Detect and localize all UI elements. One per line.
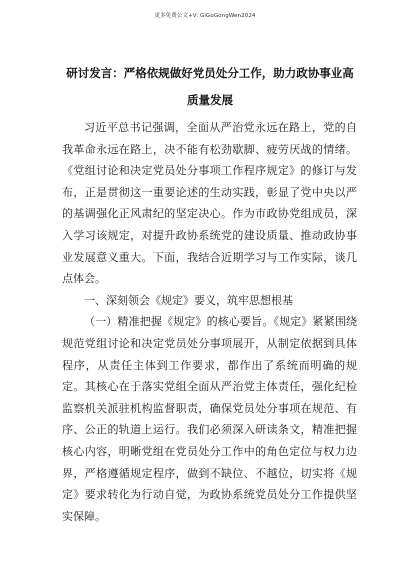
section-heading: 一、深刻领会《规定》要义，筑牢思想根基 <box>84 293 293 307</box>
document-title: 研讨发言：严格依规做好党员处分工作，助力政协事业高质量发展 <box>66 66 354 107</box>
header-note: 更多免费公文+V: GiGoGongWen2024 <box>154 13 256 19</box>
document-body <box>62 117 357 527</box>
paragraph-subsection: （一）精准把握《规定》的核心要旨。《规定》紧紧围绕规范党组讨论和决定党员处分事项展开，从制定依据到具体程序，从责任主体到工作要求，都作出了系统而明确的规定。其核心在于落实党组全面从严治党主体责任，强化纪检监察机关派驻机构监督职责，确保党员处分事项在规范、有序、公正的轨道上运行。我们必须深入研读条文，精准把握核心内容，明晰党组在党员处分工作中的角色定位与权力边界，严格遵循规定程序，做到不缺位、不越位，切实将《规定》要求转化为行动自觉，为政协系统党员处分工作提供坚实保障。 <box>62 315 357 523</box>
paragraph-intro: 习近平总书记强调，全面从严治党永远在路上，党的自我革命永远在路上，决不能有松劲歇脚、疲劳厌战的情绪。《党组讨论和决定党员处分事项工作程序规定》的修订与发布，正是贯彻这一重要论述的生动实践，彰显了党中央以严的基调强化正风肃纪的坚定决心。作为市政协党组成员，深入学习该规定，对提升政协系统党的建设质量、推动政协事业发展意义重大。下面，我结合近期学习与工作实际，谈几点体会。 <box>62 121 357 286</box>
